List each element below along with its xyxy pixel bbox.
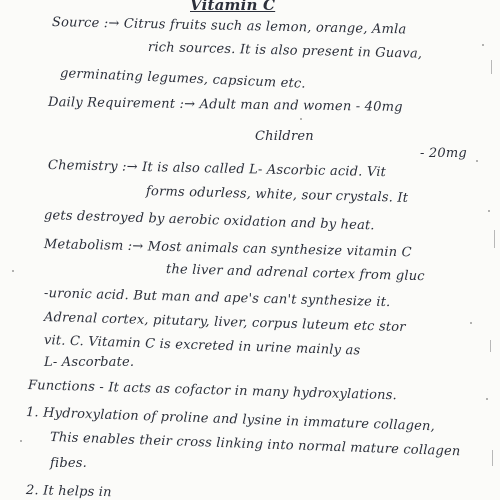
margin-mark: [492, 450, 493, 466]
scan-speck: [488, 210, 490, 212]
function-item-2-line-1: 2. It helps in: [25, 483, 112, 500]
functions-heading: Functions - It acts as cofactor in many hydroxylations.: [27, 378, 398, 404]
page-title: Vitamin C: [190, 0, 276, 14]
daily-requirement-line-3: - 20mg: [420, 146, 467, 161]
chemistry-line-1: Chemistry :→ It is also called L- Ascorbic acid. Vit: [47, 158, 387, 181]
chemistry-line-2: forms odurless, white, sour crystals. It: [145, 184, 409, 206]
metabolism-line-3: -uronic acid. But man and ape's can't synthesize it.: [43, 286, 391, 311]
scan-speck: [482, 44, 484, 46]
function-item-1-line-1: 1. Hydroxylation of proline and lysine in immature collagen,: [25, 405, 436, 435]
source-line-3: germinating legumes, capsicum etc.: [59, 66, 307, 92]
metabolism-line-5: vit. C. Vitamin C is excreted in urine mainly as: [43, 333, 361, 359]
metabolism-line-4: Adrenal cortex, pitutary, liver, corpus luteum etc stor: [43, 310, 406, 336]
source-line-2: rich sources. It is also present in Guava,: [147, 40, 423, 62]
margin-mark: [494, 230, 495, 248]
scan-speck: [20, 440, 22, 442]
metabolism-line-2: the liver and adrenal cortex from gluc: [165, 262, 425, 285]
scan-speck: [476, 160, 478, 162]
margin-mark: [491, 60, 492, 74]
margin-mark: [490, 340, 491, 352]
daily-requirement-line-1: Daily Requirement :→ Adult man and women - 40mg: [47, 95, 403, 115]
daily-requirement-line-2: Children: [255, 129, 314, 144]
metabolism-line-1: Metabolism :→ Most animals can synthesize vitamin C: [43, 237, 412, 261]
chemistry-line-3: gets destroyed by aerobic oxidation and by heat.: [43, 208, 375, 234]
source-line-1: Source :→ Citrus fruits such as lemon, orange, Amla: [51, 15, 407, 38]
scan-speck: [12, 270, 14, 272]
scan-speck: [300, 118, 302, 120]
function-item-1-line-3: fibes.: [50, 456, 87, 471]
metabolism-line-6: L- Ascorbate.: [44, 355, 135, 370]
function-item-1-line-2: This enables their cross linking into normal mature collagen: [49, 430, 461, 460]
scan-speck: [470, 322, 472, 324]
scan-speck: [486, 398, 488, 400]
